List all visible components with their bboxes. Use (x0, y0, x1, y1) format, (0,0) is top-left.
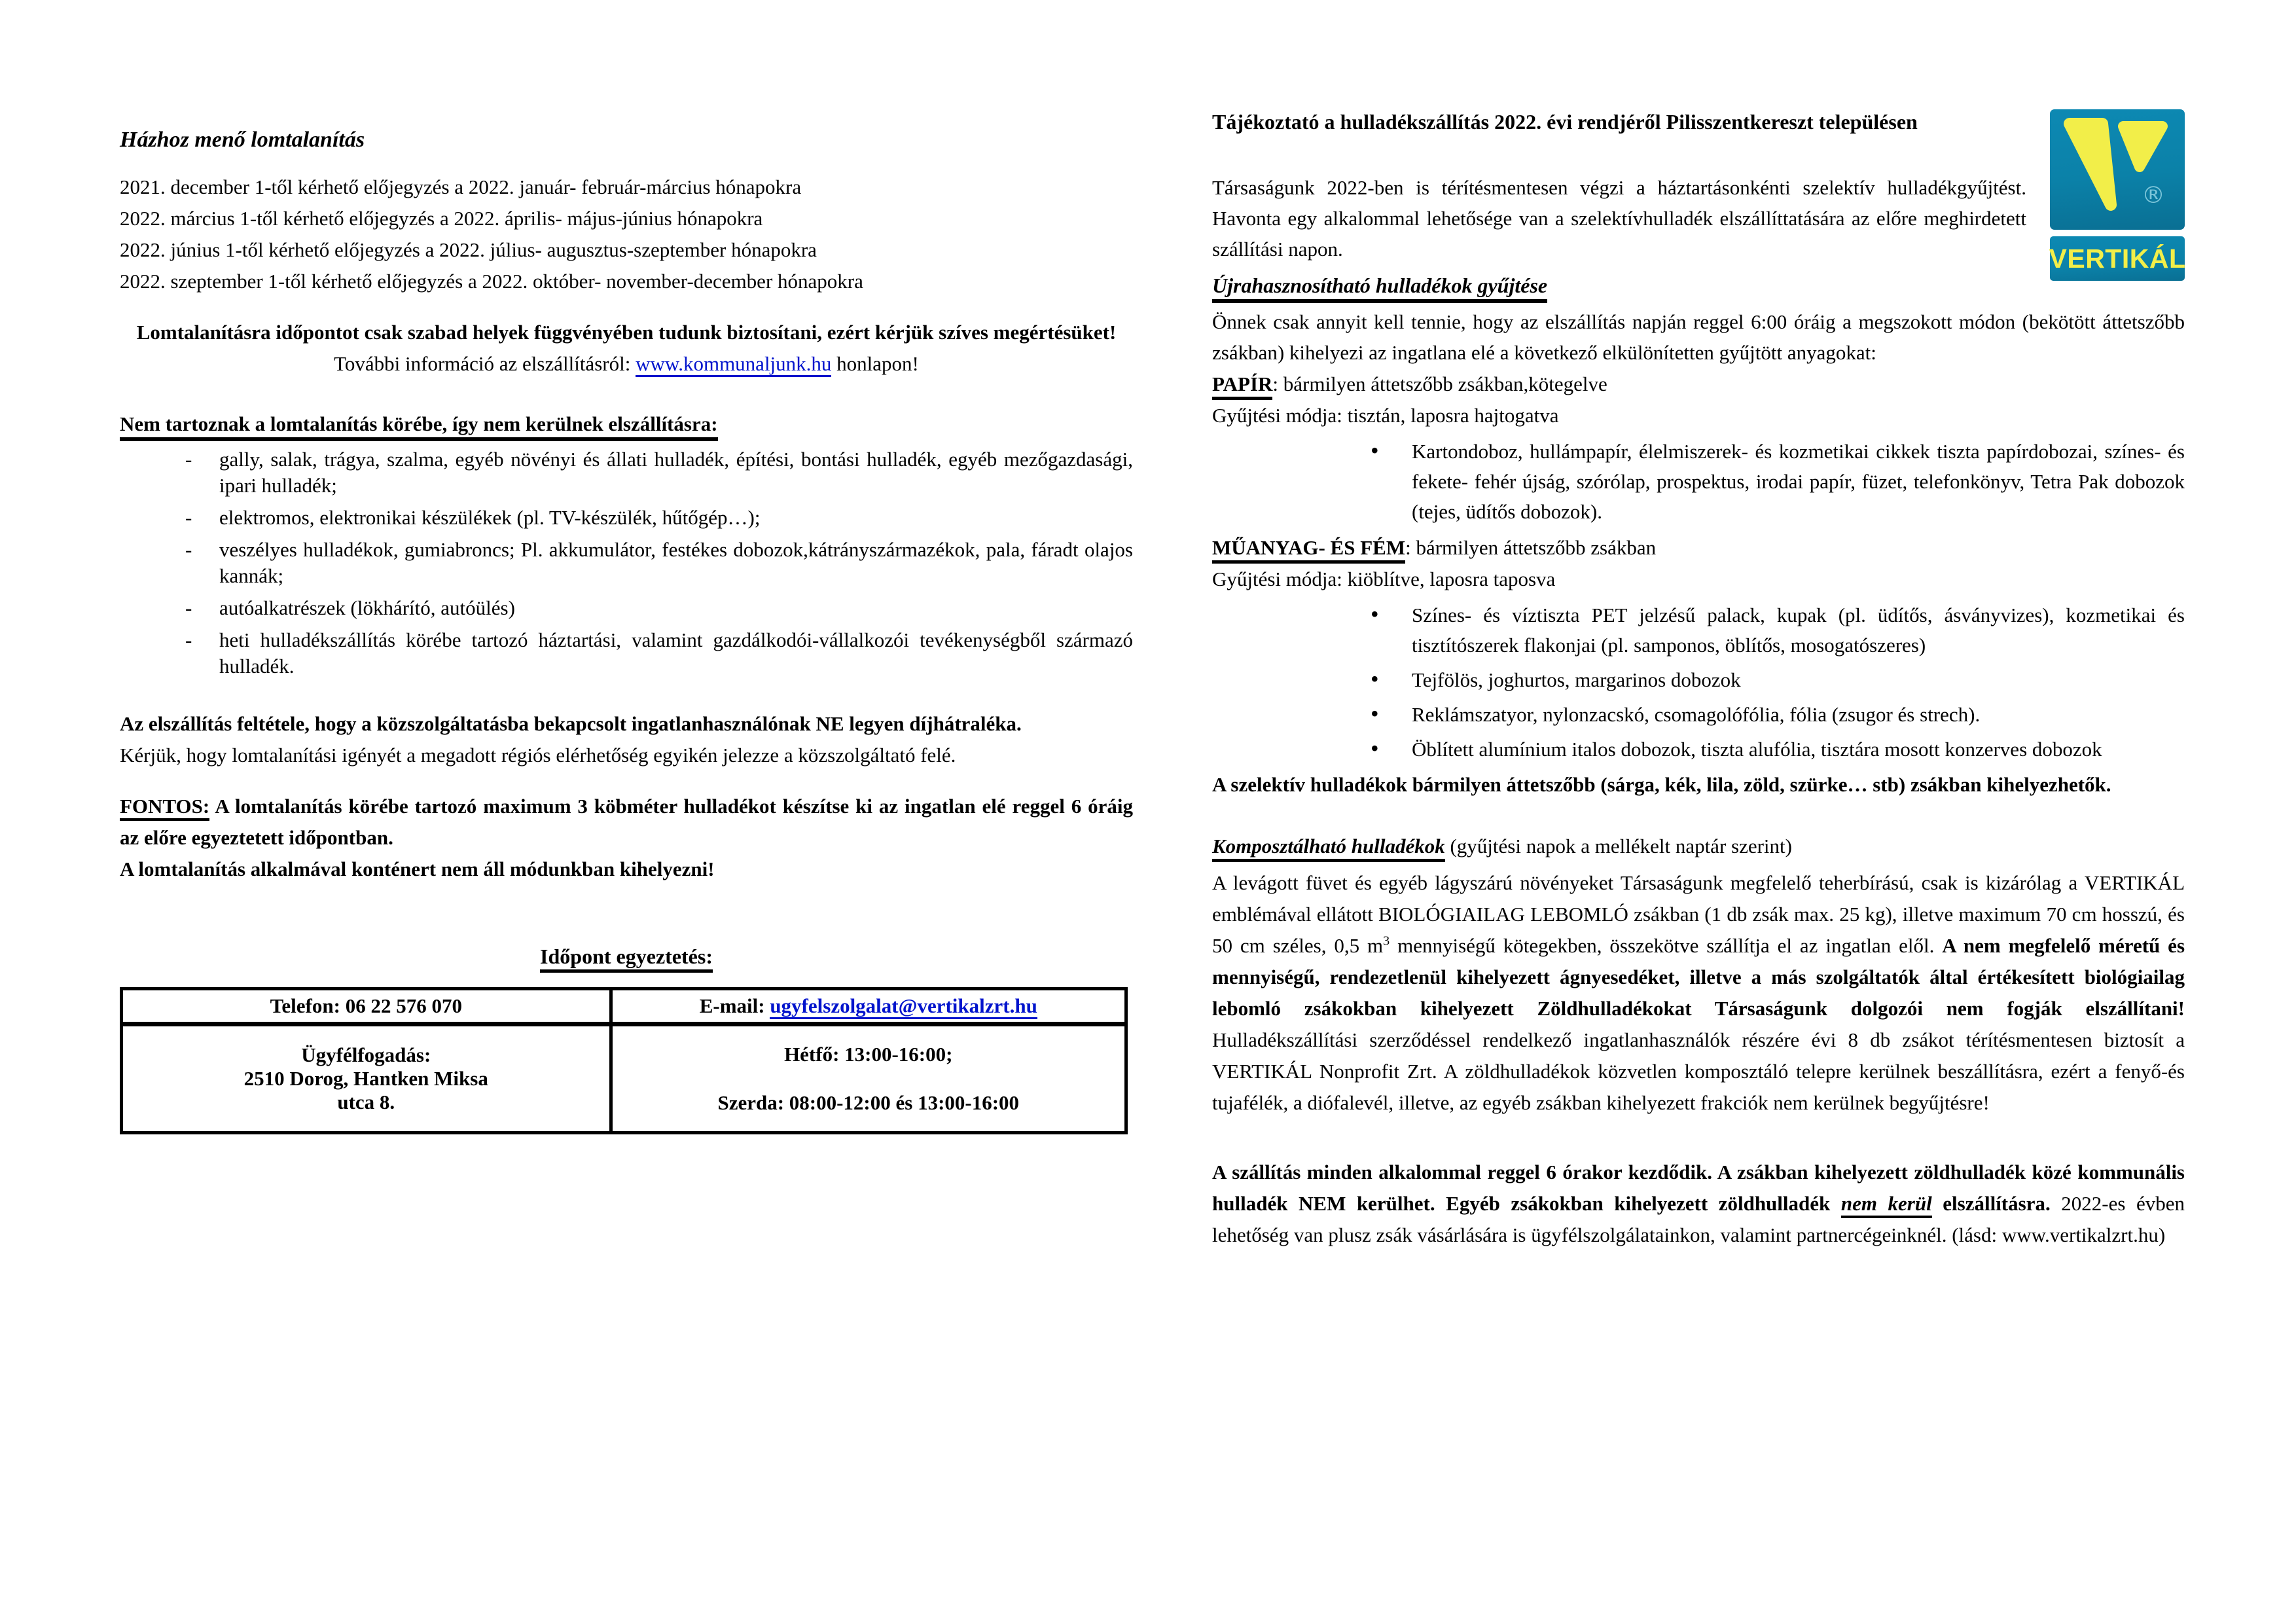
compost-text: A levágott füvet és egyéb lágyszárú növényeket Társaságunk megfelelő teherbírású, csak is kizárólag a VERTIKÁL emblémával ellátott BIOLÓGIAILAG LEBOMLÓ zsákban (1 db zsák max. 25 kg), illetve maximum 70 cm hosszú, és 50 cm széles, 0,5 m (1212, 871, 2185, 957)
availability-notice: Lomtalanításra időpontot csak szabad helyek függvényében tudunk biztosítani, ezért kérjük szíves megértésüket! (136, 321, 1117, 344)
selective-note: A szelektív hulladékok bármilyen áttetszőbb (sárga, kék, lila, zöld, szürke… stb) zsákban kihelyezhetők. (1212, 773, 2111, 796)
email-label: E-mail: (699, 994, 770, 1017)
paper-label-line (1212, 368, 2185, 400)
request-paragraph: Kérjük, hogy lomtalanítási igényét a megadott régiós elérhetőség egyikén jelezze a közszolgáltató felé. (120, 744, 956, 767)
hours-cell (611, 1024, 1126, 1133)
list-item (1212, 665, 2185, 695)
vertikal-wordmark: VERTIKÁL (2050, 236, 2185, 281)
list-item (1212, 600, 2185, 660)
list-item-text: Reklámszatyor, nylonzacskó, csomagolófólia, fólia (zsugor és strech). (1412, 703, 1981, 726)
plastic-bullet-list (1212, 600, 2185, 765)
appointment-heading (120, 941, 1133, 971)
important-label: FONTOS: (120, 795, 209, 821)
table-row (122, 989, 1126, 1024)
list-item (120, 505, 1133, 531)
office-cell (122, 1024, 611, 1133)
delivery-paragraph (1212, 1157, 2185, 1251)
hours-line: Hétfő: 13:00-16:00; (784, 1043, 953, 1066)
schedule-line: 2022. június 1-től kérhető előjegyzés a 2022. július- augusztus-szeptember hónapokra (120, 238, 817, 261)
excluded-list (120, 446, 1133, 679)
office-line: 2510 Dorog, Hantken Miksa (243, 1067, 488, 1090)
compost-text: mennyiségű kötegekben, összekötve szállítja el az ingatlan elől. (1390, 934, 1943, 957)
schedule-line: 2021. december 1-től kérhető előjegyzés a 2022. január- február-március hónapokra (120, 175, 802, 198)
phone-value: 06 22 576 070 (340, 994, 462, 1017)
list-item-text: Öblített alumínium italos dobozok, tiszta alufólia, tisztára mosott konzerves dobozok (1412, 738, 2102, 761)
list-item (120, 537, 1133, 589)
delivery-bold-text: A szállítás minden alkalommal reggel 6 órakor kezdődik. A zsákban kihelyezett zöldhulladék közé kommunális hulladék NEM kerülhet. Egyéb zsákokban kihelyezett zöldhulladék (1212, 1161, 2185, 1215)
list-item-text: veszélyes hulladékok, gumiabroncs; Pl. akkumulátor, festékes dobozok,kátrányszármazékok, pala, fáradt olajos kannák; (219, 538, 1133, 587)
office-line: Ügyfélfogadás: (301, 1043, 431, 1066)
list-item-text: autóalkatrészek (lökhárító, autóülés) (219, 596, 515, 619)
list-item (120, 627, 1133, 679)
list-item (120, 595, 1133, 621)
email-link[interactable]: ugyfelszolgalat@vertikalzrt.hu (770, 994, 1037, 1019)
more-info-prefix: További információ az elszállításról: (334, 352, 636, 375)
list-item-text: Színes- és víztiszta PET jelzésű palack, kupak (pl. üdítős, ásványvizes), kozmetikai és tisztítószerek flakonjai (pl. samponos, öblítős, mosogatószeres) (1412, 604, 2185, 657)
appointment-heading-text: Időpont egyeztetés: (540, 945, 713, 973)
contact-table (120, 987, 1128, 1134)
intro-paragraph: Társaságunk 2022-ben is térítésmentesen végzi a háztartásonkénti szelektív hulladékgyűjtést. Havonta egy alkalommal lehetősége van a szelektívhulladék elszállíttatására az előre meghirdetett szállítási napon. (1212, 176, 2026, 261)
paper-method-line: Gyűjtési módja: tisztán, laposra hajtogatva (1212, 404, 1559, 427)
compost-paragraph (1212, 867, 2185, 1119)
container-note: A lomtalanítás alkalmával konténert nem áll módunkban kihelyezni! (120, 857, 715, 880)
right-page-title: Tájékoztató a hulladékszállítás 2022. évi rendjéről Pilisszentkereszt településen (1212, 110, 1918, 134)
left-page-title: Házhoz menő lomtalanítás (120, 128, 365, 152)
excluded-heading-text: Nem tartoznak a lomtalanítás körébe, így nem kerülnek elszállításra: (120, 412, 718, 441)
compost-heading (1212, 830, 2185, 862)
excluded-heading (120, 408, 1133, 440)
plastic-label-rest: : bármilyen áttetszőbb zsákban (1405, 536, 1657, 559)
vertikal-v-icon (2050, 109, 2185, 230)
vertikal-logo (2050, 109, 2185, 281)
kommunaljunk-link[interactable]: www.kommunaljunk.hu (636, 352, 831, 377)
list-item (1212, 437, 2185, 527)
schedule-block (120, 171, 1133, 297)
more-info-suffix: honlapon! (831, 352, 919, 375)
list-item-text: Kartondoboz, hullámpapír, élelmiszerek- és kozmetikai cikkek tiszta papírdobozai, színes- és fekete- fehér újság, szórólap, prospektus, irodai papír, füzet, telefonkönyv, Tetra Pak dobozok (tejes, üdítős dobozok). (1412, 440, 2185, 523)
recyclable-heading-text: Újrahasznosítható hulladékok gyűjtése (1212, 274, 1547, 303)
condition-paragraph: Az elszállítás feltétele, hogy a közszolgáltatásba bekapcsolt ingatlanhasználónak NE legyen díjhátraléka. (120, 712, 1022, 735)
list-item (1212, 700, 2185, 730)
email-cell (611, 989, 1126, 1024)
list-item-text: Tejfölös, joghurtos, margarinos dobozok (1412, 668, 1741, 691)
list-item (120, 446, 1133, 499)
instructions-paragraph: Önnek csak annyit kell tennie, hogy az elszállítás napján reggel 6:00 óráig a megszokott módon (bekötött áttetszőbb zsákban) kihelyezi az ingatlana elé a következő elkülönítetten gyűjtött anyagokat: (1212, 310, 2185, 364)
compost-bold-text: A nem megfelelő méretű és mennyiségű, rendezetlenül kihelyezett ágnyesedéket, illetve a más szolgáltatók által értékesített biológiailag lebomló zsákokban kihelyezett Zöldhulladékokat Társaságunk dolgozói nem fogják elszállítani! (1212, 934, 2185, 1020)
list-item-text: gally, salak, trágya, szalma, egyéb növényi és állati hulladék, építési, bontási hulladék, egyéb mezőgazdasági, ipari hulladék; (219, 448, 1133, 497)
delivery-bold-text: elszállításra. (1931, 1192, 2062, 1215)
paper-bullet-list (1212, 437, 2185, 527)
list-item-text: heti hulladékszállítás körébe tartozó háztartási, valamint gazdálkodói-vállalkozói tevékenységből származó hulladék. (219, 628, 1133, 677)
important-paragraph (120, 791, 1133, 854)
list-item (1212, 734, 2185, 765)
schedule-line: 2022. szeptember 1-től kérhető előjegyzés a 2022. október- november-december hónapokra (120, 270, 863, 293)
paper-label-rest: : bármilyen áttetszőbb zsákban,kötegelve (1272, 372, 1607, 395)
registered-trademark-icon: ® (2142, 182, 2165, 209)
right-page (1212, 107, 2185, 1251)
compost-heading-suffix: (gyűjtési napok a mellékelt naptár szerint) (1444, 835, 1792, 857)
office-line: utca 8. (337, 1091, 395, 1113)
recyclable-heading (1212, 268, 2185, 302)
delivery-normal-text: 2022-es évben lehetőség van plusz zsák vásárlására is ügyfélszolgálatainkon, valamint partnercégeinknél. (lásd: www.vertikalzrt.hu) (1212, 1192, 2185, 1246)
table-row (122, 1024, 1126, 1133)
left-page (120, 126, 1133, 1134)
plastic-label: MŰANYAG- ÉS FÉM (1212, 536, 1405, 564)
important-text: A lomtalanítás körébe tartozó maximum 3 köbméter hulladékot készítse ki az ingatlan elé reggel 6 óráig az előre egyeztetett időpontban. (120, 795, 1133, 849)
phone-label: Telefon: (270, 994, 340, 1017)
more-info-line (120, 348, 1133, 380)
paper-label: PAPÍR (1212, 372, 1272, 400)
cubic-meter-sup: 3 (1383, 933, 1390, 948)
plastic-method-line: Gyűjtési módja: kiöblítve, laposra taposva (1212, 568, 1556, 590)
list-item-text: elektromos, elektronikai készülékek (pl. TV-készülék, hűtőgép…); (219, 506, 761, 529)
schedule-line: 2022. március 1-től kérhető előjegyzés a 2022. április- május-június hónapokra (120, 207, 763, 230)
compost-heading-text: Komposztálható hulladékok (1212, 835, 1445, 862)
delivery-emphasis: nem kerül (1841, 1192, 1932, 1218)
plastic-label-line (1212, 532, 2185, 564)
compost-text: Hulladékszállítási szerződéssel rendelkező ingatlanhasználók részére évi 8 db zsákot térítésmentesen biztosít a VERTIKÁL Nonprofit Zrt. A zöldhulladékok közvetlen komposztáló telepre kerülnek beszállításra, ezért a fenyő-és tujafélék, a diófalevél, illetve, az egyéb zsákban kihelyezett frakciók nem kerülnek begyűjtésre! (1212, 1028, 2185, 1114)
phone-cell (122, 989, 611, 1024)
hours-line: Szerda: 08:00-12:00 és 13:00-16:00 (717, 1091, 1020, 1114)
